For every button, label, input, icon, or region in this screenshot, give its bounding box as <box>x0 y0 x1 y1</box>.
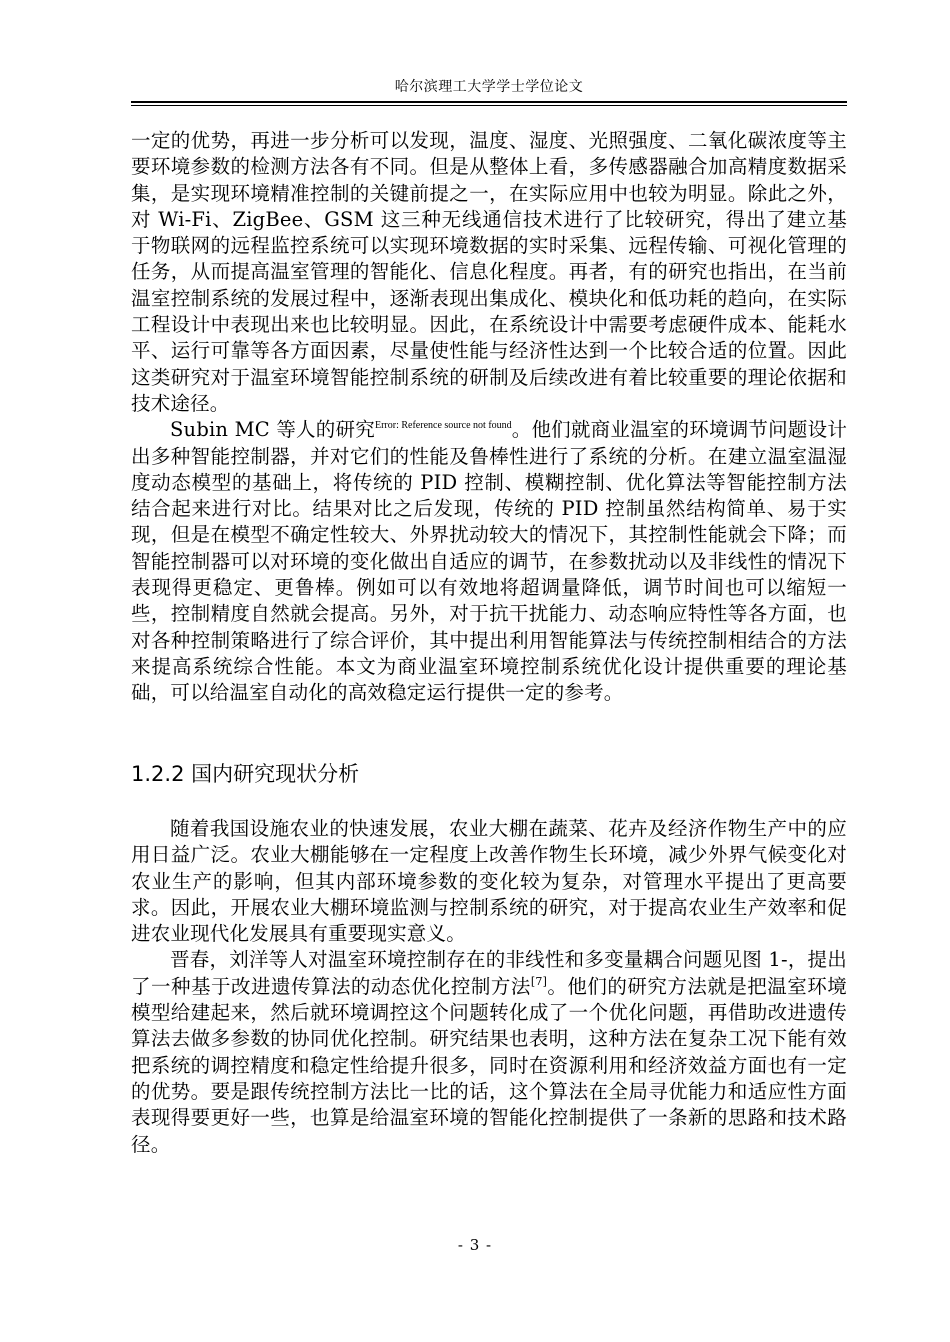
paragraph-domestic-intro: 随着我国设施农业的快速发展，农业大棚在蔬菜、花卉及经济作物生产中的应用日益广泛。农业大棚能够在一定程度上改善作物生长环境，减少外界气候变化对农业生产的影响，但其内部环境参数的变化较为复杂，对管理水平提出了更高要求。因此，开展农业大棚环境监测与控制系统的研究，对于提高农业生产效率和促进农业现代化发展具有重要现实意义。 <box>131 817 847 946</box>
paragraph-subin <box>131 417 847 706</box>
body-text-top <box>131 128 847 707</box>
paragraph-jinchun <box>131 947 847 1157</box>
citation-marker: [7] <box>530 974 548 988</box>
header-rule-thick <box>131 101 847 103</box>
body-text-bottom <box>131 816 847 1158</box>
paragraph-subin-rest: 。他们就商业温室的环境调节问题设计出多种智能控制器，并对它们的性能及鲁棒性进行了系统的分析。在建立温室温湿度动态模型的基础上，将传统的 PID 控制、模糊控制、优化算法等智能控制方法结合起来进行对比。结果对比之后发现，传统的 PID 控制虽然结构简单、易于实现，但是在模型不确定性较大、外界扰动较大的情况下，其控制性能就会下降；而智能控制器可以对环境的变化做出自适应的调节，在参数扰动以及非线性的情况下表现得更稳定、更鲁棒。例如可以有效地将超调量降低，调节时间也可以缩短一些，控制精度自然就会提高。另外，对于抗干扰能力、动态响应特性等各方面，也对各种控制策略进行了综合评价，其中提出利用智能算法与传统控制相结合的方法来提高系统综合性能。本文为商业温室环境控制系统优化设计提供重要的理论基础，可以给温室自动化的高效稳定运行提供一定的参考。 <box>131 418 848 705</box>
paragraph-jinchun-start: 晋春，刘洋等人对温室环境控制存在的非线性和多变量耦合问题见图 1-，提出了一种基于改进遗传算法的动态优化控制方法 <box>131 948 847 998</box>
section-heading: 1.2.2 国内研究现状分析 <box>131 762 360 786</box>
paragraph-subin-start: Subin MC 等人的研究 <box>170 418 375 442</box>
reference-error-note: Error: Reference source not found <box>374 420 512 432</box>
header-rule-thin <box>131 105 847 106</box>
page-number: - 3 - <box>457 1236 493 1254</box>
paragraph-jinchun-rest: 。他们的研究方法就是把温室环境模型给建起来，然后就环境调控这个问题转化成了一个优化问题，再借助改进遗传算法去做多参数的协同优化控制。研究结果也表明，这种方法在复杂工况下能有效把系统的调控精度和稳定性给提升很多，同时在资源利用和经济效益方面也有一定的优势。要是跟传统控制方法比一比的话，这个算法在全局寻优能力和适应性方面表现得要更好一些，也算是给温室环境的智能化控制提供了一条新的思路和技术路径。 <box>131 974 847 1156</box>
page-header-title: 哈尔滨理工大学学士学位论文 <box>394 79 584 95</box>
paragraph-continuation: 一定的优势，再进一步分析可以发现，温度、湿度、光照强度、二氧化碳浓度等主要环境参数的检测方法各有不同。但是从整体上看，多传感器融合加高精度数据采集，是实现环境精准控制的关键前提之一，在实际应用中也较为明显。除此之外，对 Wi-Fi、ZigBee、GSM 这三种无线通信技术进行了比较研究，得出了建立基于物联网的远程监控系统可以实现环境数据的实时采集、远程传输、可视化管理的任务，从而提高温室管理的智能化、信息化程度。再者，有的研究也指出，在当前温室控制系统的发展过程中，逐渐表现出集成化、模块化和低功耗的趋向，在实际工程设计中表现出来也比较明显。因此，在系统设计中需要考虑硬件成本、能耗水平、运行可靠等各方面因素，尽量使性能与经济性达到一个比较合适的位置。因此这类研究对于温室环境智能控制系统的研制及后续改进有着比较重要的理论依据和技术途径。 <box>131 129 847 415</box>
